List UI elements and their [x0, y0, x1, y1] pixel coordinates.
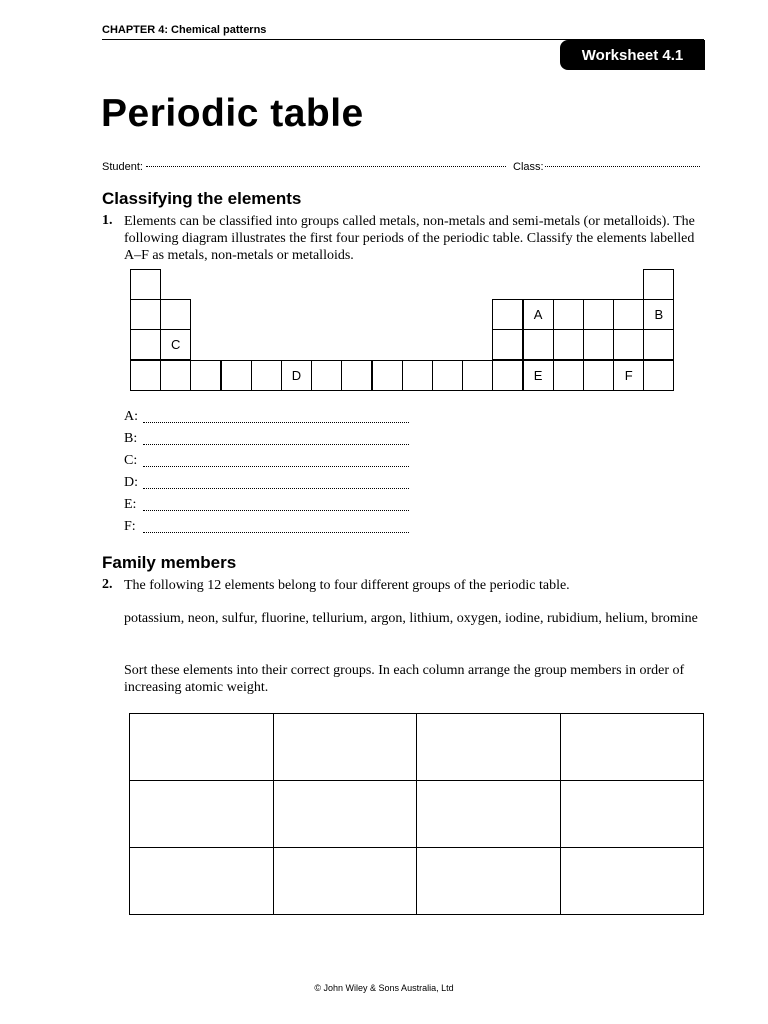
table-cell[interactable] — [417, 714, 561, 781]
class-label: Class: — [513, 161, 544, 173]
element-cell — [221, 360, 252, 391]
element-cell — [553, 360, 584, 391]
answer-field[interactable] — [143, 444, 409, 445]
question-instruction: Sort these elements into their correct groups. In each column arrange the group members in order of increasing atomic weight. — [124, 663, 685, 695]
class-name-field[interactable] — [545, 166, 700, 167]
element-cell — [130, 269, 161, 300]
element-cell — [583, 299, 614, 330]
answer-field[interactable] — [143, 488, 409, 489]
element-cell-d: D — [281, 360, 312, 391]
question-number: 2. — [102, 577, 113, 592]
answer-label: E: — [124, 497, 137, 512]
student-label: Student: — [102, 161, 143, 173]
element-cell — [523, 329, 554, 360]
element-cell-c: C — [160, 329, 191, 360]
table-cell[interactable] — [560, 714, 704, 781]
element-cell — [160, 360, 191, 391]
element-cell — [462, 360, 493, 391]
answer-label: A: — [124, 409, 138, 424]
element-cell — [553, 299, 584, 330]
element-cell — [583, 329, 614, 360]
element-cell — [553, 329, 584, 360]
element-cell — [341, 360, 372, 391]
element-cell — [190, 360, 221, 391]
element-cell — [130, 299, 161, 330]
element-cell — [492, 299, 523, 330]
element-cell — [613, 299, 644, 330]
answer-label: B: — [124, 431, 138, 446]
sorting-table — [129, 713, 704, 915]
page-title: Periodic table — [101, 92, 364, 135]
answer-field[interactable] — [143, 532, 409, 533]
element-list: potassium, neon, sulfur, fluorine, tellurium, argon, lithium, oxygen, iodine, rubidium, helium, bromine — [124, 611, 698, 626]
element-cell-b: B — [643, 299, 674, 330]
table-cell[interactable] — [130, 848, 274, 915]
answer-field[interactable] — [143, 510, 409, 511]
table-cell[interactable] — [560, 848, 704, 915]
footer-copyright: © John Wiley & Sons Australia, Ltd — [314, 983, 454, 993]
table-row — [130, 781, 704, 848]
answer-field[interactable] — [143, 466, 409, 467]
answer-field[interactable] — [143, 422, 409, 423]
element-cell — [432, 360, 463, 391]
element-cell — [492, 329, 523, 360]
table-row — [130, 848, 704, 915]
element-cell — [643, 269, 674, 300]
question-text: Elements can be classified into groups called metals, non-metals and semi-metals (or metalloids). The following diagram illustrates the first four periods of the periodic table. Classify the elements labelled A–F as metals, non-metals or metalloids. — [124, 214, 695, 263]
answer-label: D: — [124, 475, 138, 490]
table-cell[interactable] — [273, 781, 417, 848]
table-cell[interactable] — [130, 781, 274, 848]
table-cell[interactable] — [273, 714, 417, 781]
element-cell — [311, 360, 342, 391]
element-cell — [643, 329, 674, 360]
element-cell — [402, 360, 433, 391]
element-cell — [251, 360, 282, 391]
element-cell — [492, 360, 523, 391]
section-heading-classifying: Classifying the elements — [102, 189, 302, 208]
chapter-heading: CHAPTER 4: Chemical patterns — [102, 24, 267, 36]
element-cell — [643, 360, 674, 391]
question-number: 1. — [102, 213, 113, 228]
element-cell-e: E — [523, 360, 554, 391]
question-text: The following 12 elements belong to four different groups of the periodic table. — [124, 578, 570, 593]
element-cell — [160, 299, 191, 330]
table-cell[interactable] — [130, 714, 274, 781]
section-heading-family: Family members — [102, 553, 237, 572]
table-cell[interactable] — [560, 781, 704, 848]
student-name-field[interactable] — [146, 166, 506, 167]
element-cell — [130, 360, 161, 391]
worksheet-badge: Worksheet 4.1 — [560, 40, 705, 70]
element-cell — [613, 329, 644, 360]
answer-label: C: — [124, 453, 138, 468]
table-cell[interactable] — [273, 848, 417, 915]
element-cell-a: A — [523, 299, 554, 330]
element-cell — [130, 329, 161, 360]
element-cell — [583, 360, 614, 391]
element-cell-f: F — [613, 360, 644, 391]
element-cell — [372, 360, 403, 391]
table-cell[interactable] — [417, 848, 561, 915]
answer-label: F: — [124, 519, 136, 534]
table-cell[interactable] — [417, 781, 561, 848]
table-row — [130, 714, 704, 781]
